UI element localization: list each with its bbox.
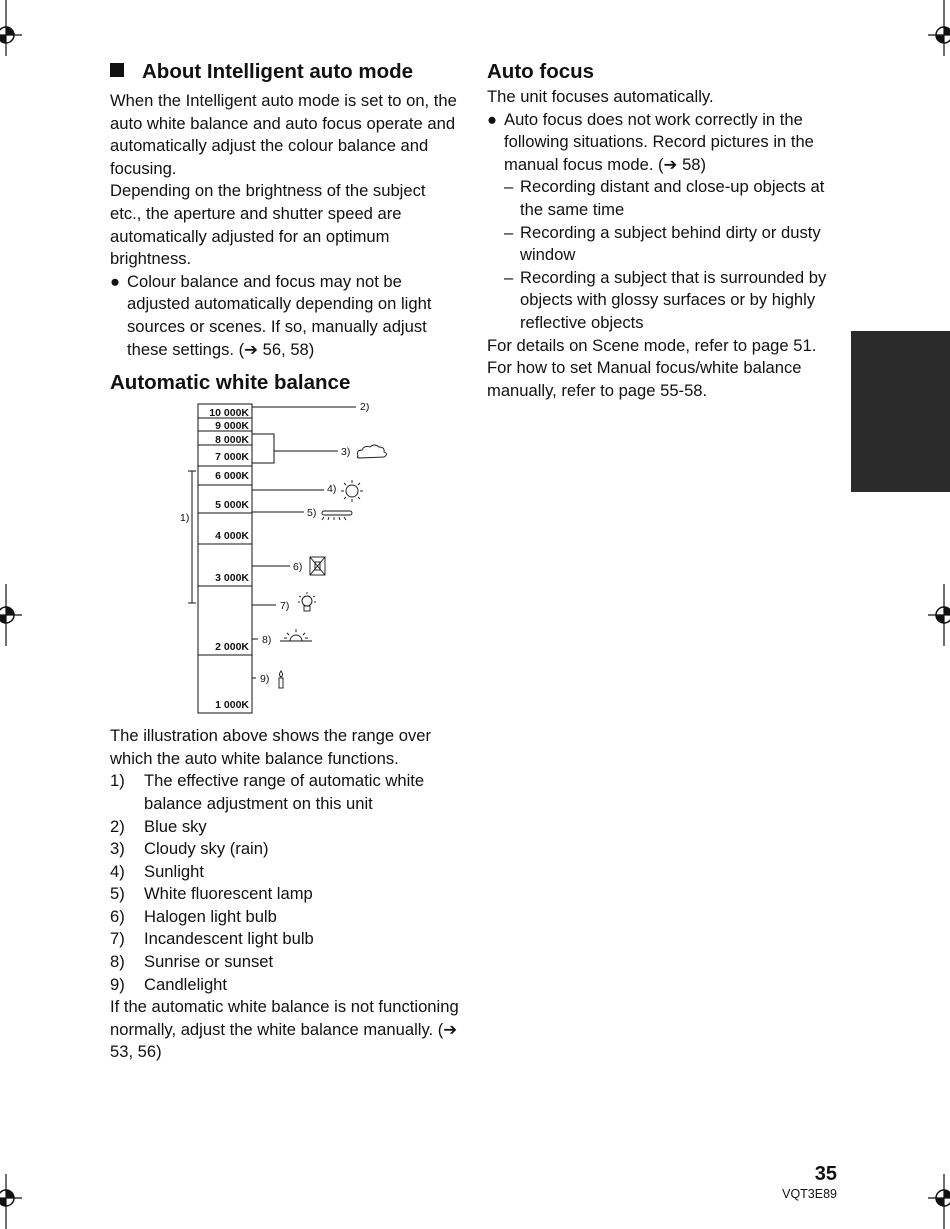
registration-mark-icon xyxy=(0,0,26,60)
callout-5: 5) xyxy=(307,507,317,520)
registration-mark-icon xyxy=(0,580,26,650)
chapter-tab xyxy=(851,331,950,492)
intelligent-auto-paragraph: When the Intelligent auto mode is set to on, the auto white balance and auto focus operate and automatically adjust the colour balance and focusing. xyxy=(110,91,457,178)
scale-label: 9 000K xyxy=(215,420,249,433)
list-item: 9) Candlelight xyxy=(110,974,228,994)
callout-3: 3) xyxy=(341,446,351,459)
registration-mark-icon xyxy=(0,1170,26,1229)
scale-label: 8 000K xyxy=(215,434,249,447)
right-column xyxy=(487,58,842,402)
candle-icon xyxy=(279,671,283,688)
cloud-icon xyxy=(357,445,386,458)
scale-label: 5 000K xyxy=(215,499,249,512)
scale-label: 4 000K xyxy=(215,530,249,543)
scale-label: 6 000K xyxy=(215,470,249,483)
left-column xyxy=(110,58,460,1064)
auto-focus-note: ● Auto focus does not work correctly in the following situations. Record pictures in the manual focus mode. (➔ 58) xyxy=(487,109,814,174)
callout-6: 6) xyxy=(293,561,303,574)
registration-mark-icon xyxy=(924,1170,950,1229)
situation-item: – Recording a subject behind dirty or dusty window xyxy=(504,222,821,265)
callout-8: 8) xyxy=(262,634,272,647)
manual-focus-reference: For how to set Manual focus/white balance manually, refer to page 55-58. xyxy=(487,358,802,400)
sunset-icon xyxy=(280,629,312,641)
list-item: 7) Incandescent light bulb xyxy=(110,929,314,949)
intelligent-auto-heading: About Intelligent auto mode xyxy=(110,58,460,86)
light-bulb-icon xyxy=(298,592,316,611)
situation-item: – Recording a subject that is surrounded by objects with glossy surfaces or by highly reflective objects xyxy=(504,267,827,332)
list-item: 2) Blue sky xyxy=(110,816,207,836)
list-item: 4) Sunlight xyxy=(110,861,204,881)
registration-mark-icon xyxy=(924,580,950,650)
brightness-paragraph: Depending on the brightness of the subject etc., the aperture and shutter speed are automatically adjusted for an optimum brightness. xyxy=(110,181,426,269)
white-balance-diagram xyxy=(170,403,400,715)
fluorescent-lamp-icon xyxy=(322,511,352,520)
registration-mark-icon xyxy=(924,0,950,60)
manual-wb-paragraph: If the automatic white balance is not functioning normally, adjust the white balance manually. (➔ 53, 56) xyxy=(110,997,459,1062)
callout-2: 2) xyxy=(360,403,370,414)
colour-balance-note: ● Colour balance and focus may not be adjusted automatically depending on light sources or scenes. If so, manually adjust these settings. (➔ 56, 58) xyxy=(110,271,432,359)
callout-1: 1) xyxy=(180,512,190,525)
callout-4: 4) xyxy=(327,483,337,496)
white-balance-heading: Automatic white balance xyxy=(110,371,351,395)
situation-item: – Recording distant and close-up objects at the same time xyxy=(504,177,825,219)
list-item: 3) Cloudy sky (rain) xyxy=(110,839,269,859)
scale-label: 2 000K xyxy=(215,641,249,654)
halogen-lamp-icon xyxy=(310,557,325,575)
callout-7: 7) xyxy=(280,600,290,613)
auto-focus-paragraph: The unit focuses automatically. xyxy=(487,87,714,106)
scale-label: 1 000K xyxy=(215,699,249,712)
scale-label: 10 000K xyxy=(209,407,249,420)
list-item: 6) Halogen light bulb xyxy=(110,906,277,926)
model-code: VQT3E89 xyxy=(782,1187,837,1201)
scale-label: 7 000K xyxy=(215,451,249,464)
illustration-paragraph: The illustration above shows the range over which the auto white balance functions. xyxy=(110,726,431,768)
sun-icon xyxy=(341,480,363,502)
callout-9: 9) xyxy=(260,673,270,686)
list-item: 1) The effective range of automatic white balance adjustment on this unit xyxy=(110,771,425,813)
page-number: 35 xyxy=(814,1163,837,1185)
scale-label: 3 000K xyxy=(215,572,249,585)
square-bullet-icon xyxy=(110,63,124,77)
light-source-list xyxy=(110,770,460,996)
scene-mode-reference: For details on Scene mode, refer to page 51. xyxy=(487,335,817,355)
list-item: 5) White fluorescent lamp xyxy=(110,884,313,904)
auto-focus-heading: Auto focus xyxy=(487,60,595,83)
list-item: 8) Sunrise or sunset xyxy=(110,952,274,972)
